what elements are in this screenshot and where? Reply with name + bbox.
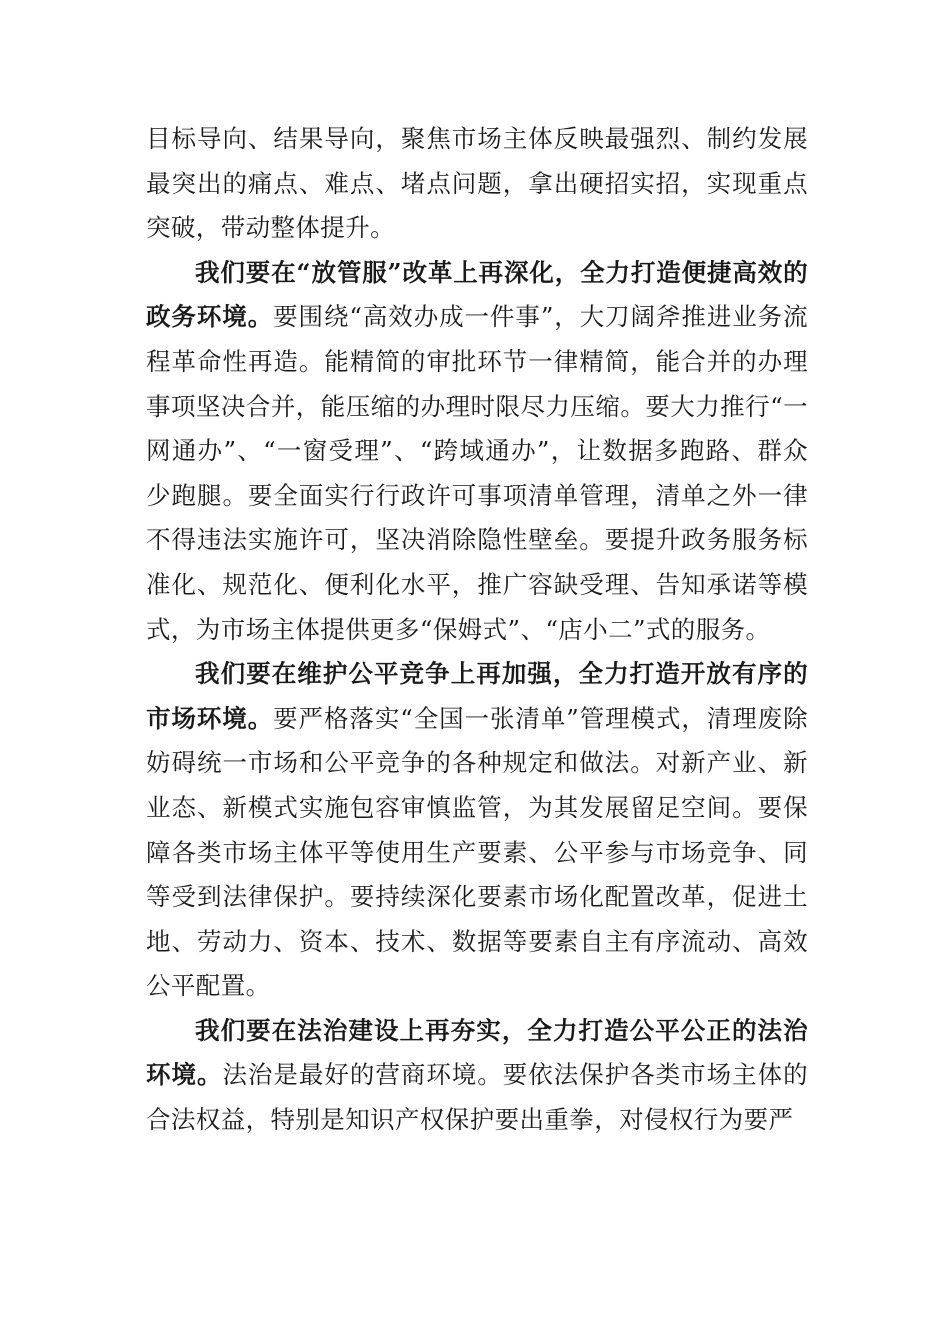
paragraph-gov-services: [146, 251, 808, 652]
paragraph-continuation: [146, 117, 808, 251]
body-text: [146, 117, 808, 1143]
paragraph-lead: 我们要在法治建设上再夯实，全力打造公平公正的法治环境。: [146, 1015, 808, 1090]
paragraph-fair-competition: [146, 652, 808, 1009]
paragraph-text: 目标导向、结果导向，聚焦市场主体反映最强烈、制约发展最突出的痛点、难点、堵点问题，拿出硬招实招，实现重点突破，带动整体提升。: [146, 124, 808, 243]
paragraph-text: 法治是最好的营商环境。要依法保护各类市场主体的合法权益，特别是知识产权保护要出重拳，对侵权行为要严: [146, 1060, 808, 1135]
paragraph-text: 要严格落实“全国一张清单”管理模式，清理废除妨碍统一市场和公平竞争的各种规定和做法。对新产业、新业态、新模式实施包容审慎监管，为其发展留足空间。要保障各类市场主体平等使用生产要素、公平参与市场竞争、同等受到法律保护。要持续深化要素市场化配置改革，促进土地、劳动力、资本、技术、数据等要素自主有序流动、高效公平配置。: [146, 703, 808, 1001]
paragraph-lead: 我们要在维护公平竞争上再加强，全力打造开放有序的市场环境。: [146, 659, 808, 733]
paragraph-lead: 我们要在“放管服”改革上再深化，全力打造便捷高效的政务环境。: [146, 257, 808, 332]
paragraph-text: 要围绕“高效办成一件事”，大刀阔斧推进业务流程革命性再造。能精简的审批环节一律精简，能合并的办理事项坚决合并，能压缩的办理时限尽力压缩。要大力推行“一网通办”、“一窗受理”、“跨域通办”，让数据多跑路、群众少跑腿。要全面实行行政许可事项清单管理，清单之外一律不得违法实施许可，坚决消除隐性壁垒。要提升政务服务标准化、规范化、便利化水平，推广容缺受理、告知承诺等模式，为市场主体提供更多“保姆式”、“店小二”式的服务。: [146, 302, 808, 644]
paragraph-rule-of-law: [146, 1009, 808, 1143]
